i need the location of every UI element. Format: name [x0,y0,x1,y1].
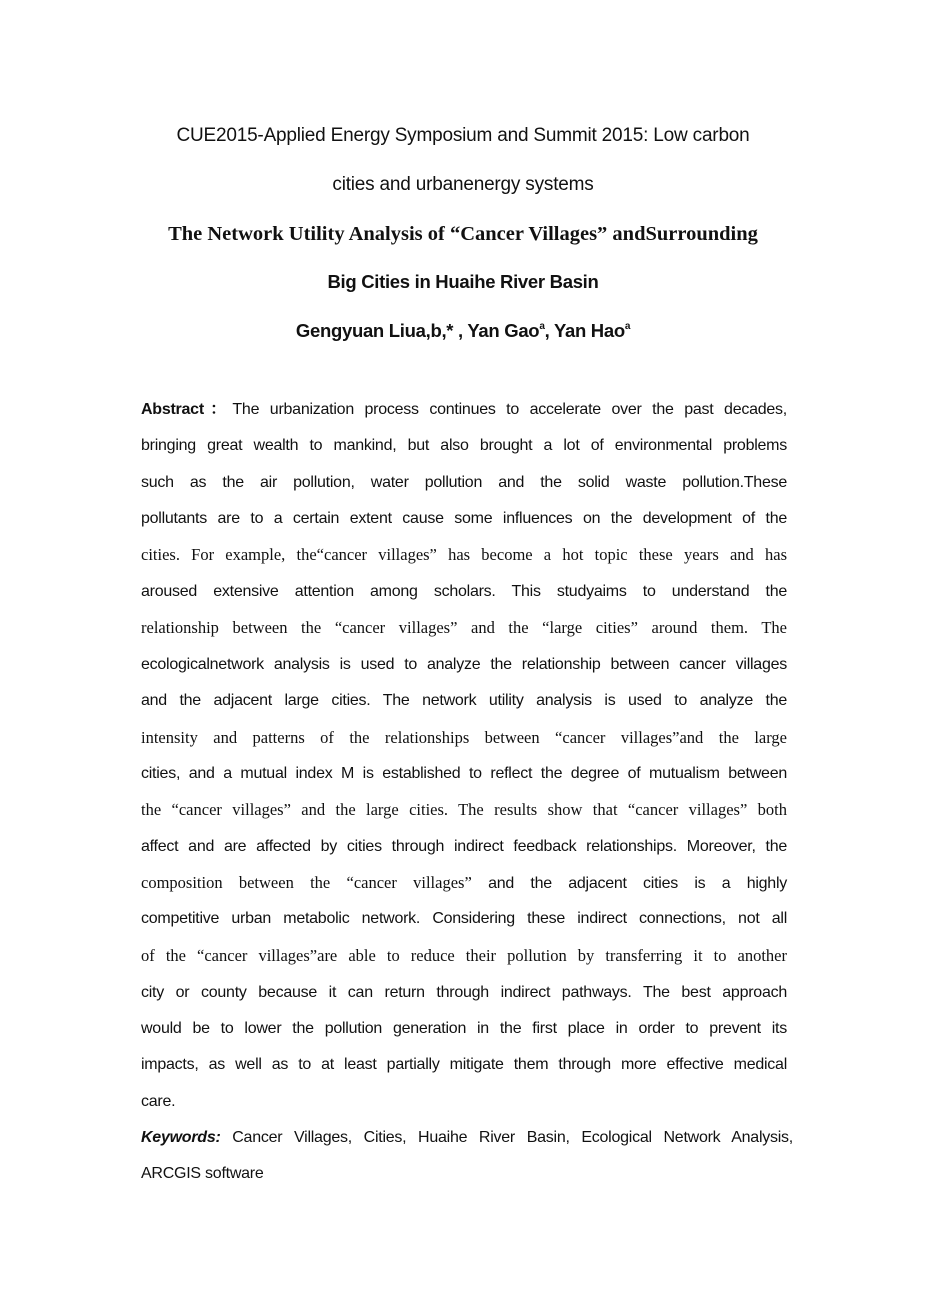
abstract-text: The urbanization process continues to accelerate over the past decades, [232,401,787,418]
author-2-name: Yan Gao [467,320,540,341]
abstract-line-5: cities. For example, the“cancer villages” has become a hot topic these years and has [141,545,787,564]
abstract-line-8: ecologicalnetwork analysis is used to analyze the relationship between cancer villages [141,656,787,673]
abstract-label: Abstract： [141,401,233,418]
abstract-line-1 [141,400,787,420]
author-3-name: Yan Hao [553,320,625,341]
abstract-line-20: care. [141,1093,176,1110]
abstract-line-14-sans: and the adjacent cities is a highly [471,875,788,892]
paper-title-line-2: Big Cities in Huaihe River Basin [327,271,599,292]
author-1-name: Gengyuan Liua,b,* [295,320,454,341]
abstract-line-2: bringing great wealth to mankind, but also brought a lot of environmental problems [141,437,787,454]
abstract-line-6: aroused extensive attention among scholars. This studyaims to understand the [141,583,787,600]
keywords-label: Keywords: [141,1129,221,1146]
author-list [0,320,926,342]
abstract-line-10: intensity and patterns of the relationships between “cancer villages”and the large [141,728,787,747]
author-2-affiliation: a [539,321,545,332]
abstract-line-19: impacts, as well as to at least partially mitigate them through more effective medical [141,1056,787,1073]
conference-title-line-1: CUE2015-Applied Energy Symposium and Summit 2015: Low carbon [176,125,750,146]
author-separator-2: , [544,320,554,341]
abstract-line-14-serif: composition between the “cancer villages” [141,873,472,892]
abstract-line-18: would be to lower the pollution generation in the first place in order to prevent its [141,1020,787,1037]
abstract-line-14 [141,873,787,894]
abstract-line-12: the “cancer villages” and the large cities. The results show that “cancer villages” both [141,800,787,819]
abstract-line-15: competitive urban metabolic network. Considering these indirect connections, not all [141,910,787,927]
keywords-line-1 [141,1128,793,1148]
author-3-affiliation: a [624,321,631,332]
keywords-line-2: ARCGIS software [141,1165,264,1182]
abstract-line-16: of the “cancer villages”are able to reduce their pollution by transferring it to another [141,946,787,965]
abstract-line-9: and the adjacent large cities. The network utility analysis is used to analyze the [141,692,787,709]
keywords-text-1: Cancer Villages, Cities, Huaihe River Basin, Ecological Network Analysis, [220,1129,793,1146]
abstract-line-7: relationship between the “cancer villages” and the “large cities” around them. The [141,618,787,637]
conference-title-line-2: cities and urbanenergy systems [332,174,594,195]
abstract-line-13: affect and are affected by cities through indirect feedback relationships. Moreover, the [141,838,787,855]
abstract-line-11: cities, and a mutual index M is established to reflect the degree of mutualism between [141,765,787,782]
abstract-line-4: pollutants are to a certain extent cause some influences on the development of the [141,510,787,527]
abstract-line-17: city or county because it can return through indirect pathways. The best approach [141,984,787,1001]
paper-title-line-1: The Network Utility Analysis of “Cancer Villages” andSurrounding [168,223,758,245]
abstract-line-3: such as the air pollution, water pollution and the solid waste pollution.These [141,474,787,491]
author-separator-1: , [453,320,468,341]
